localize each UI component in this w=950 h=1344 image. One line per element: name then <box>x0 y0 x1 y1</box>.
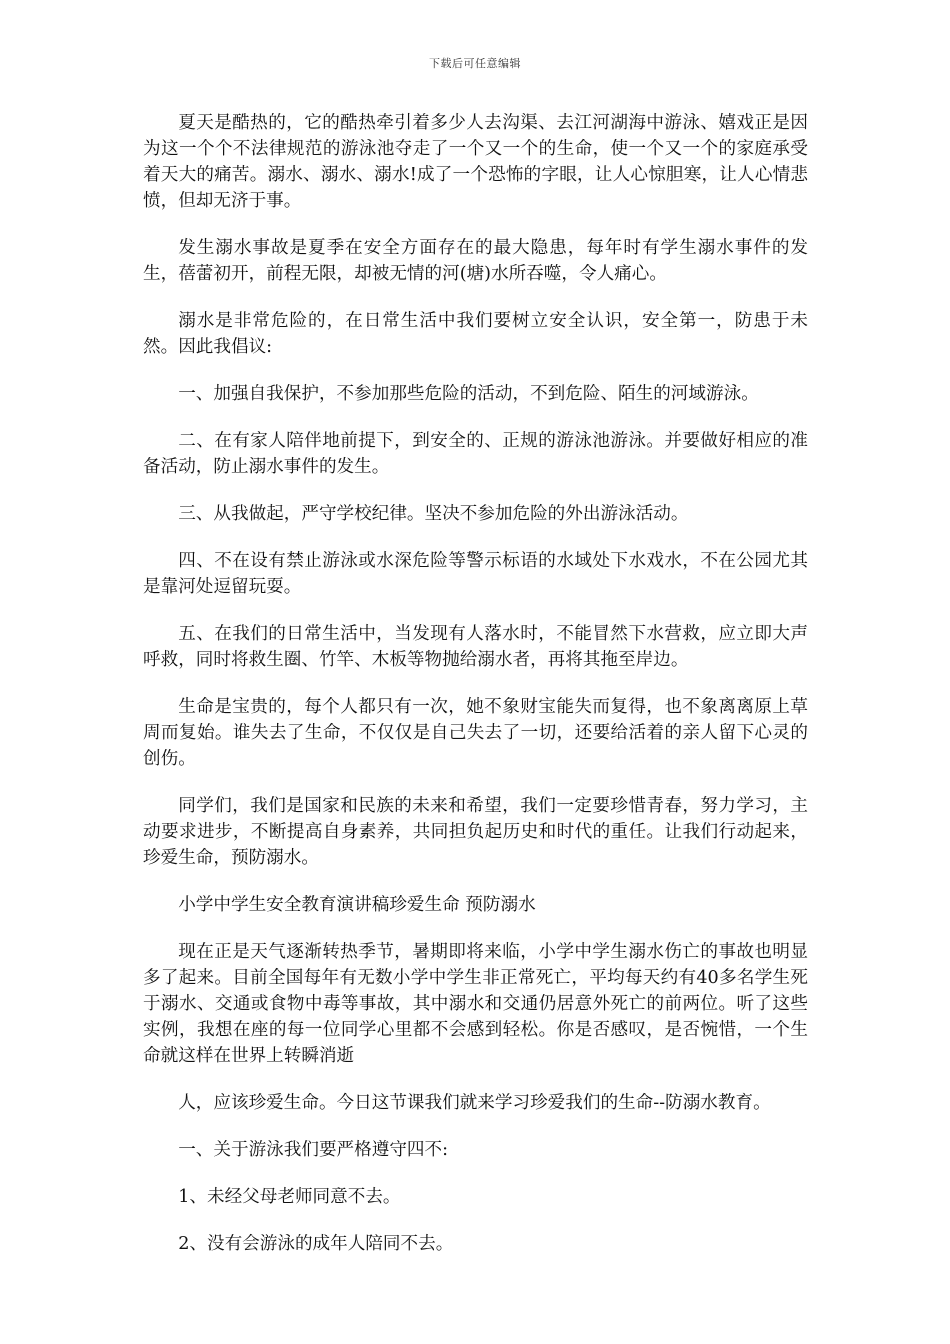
paragraph-hazard: 发生溺水事故是夏季在安全方面存在的最大隐患，每年时有学生溺水事件的发生，蓓蕾初开，前程无限，却被无情的河(塘)水所吞噬，令人痛心。 <box>143 238 808 284</box>
paragraph-life-precious: 生命是宝贵的，每个人都只有一次，她不象财宝能失而复得，也不象离离原上草周而复始。谁失去了生命，不仅仅是自己失去了一切，还要给活着的亲人留下心灵的创伤。 <box>143 697 808 769</box>
paragraph-proposal: 溺水是非常危险的，在日常生活中我们要树立安全认识，安全第一，防患于未然。因此我倡议: <box>143 311 808 357</box>
rule-item-1: 1、未经父母老师同意不去。 <box>178 1187 401 1207</box>
page-header: 下载后可任意编辑 <box>429 57 521 70</box>
document-body <box>143 110 808 1278</box>
proposal-item-3: 三、从我做起，严守学校纪律。坚决不参加危险的外出游泳活动。 <box>178 504 689 524</box>
proposal-item-5: 五、在我们的日常生活中，当发现有人落水时，不能冒然下水营救，应立即大声呼救，同时将救生圈、竹竿、木板等物抛给溺水者，再将其拖至岸边。 <box>143 624 808 670</box>
proposal-item-2: 二、在有家人陪伴地前提下，到安全的、正规的游泳池游泳。并要做好相应的准备活动，防止溺水事件的发生。 <box>143 431 808 477</box>
paragraph-call-to-action: 同学们，我们是国家和民族的未来和希望，我们一定要珍惜青春，努力学习，主动要求进步，不断提高自身素养，共同担负起历史和时代的重任。让我们行动起来，珍爱生命，预防溺水。 <box>143 796 808 868</box>
paragraph-intro: 夏天是酷热的，它的酷热牵引着多少人去沟渠、去江河湖海中游泳、嬉戏正是因为这一个个不法律规范的游泳池夺走了一个又一个的生命，使一个又一个的家庭承受着天大的痛苦。溺水、溺水、溺水!成了一个恐怖的字眼，让人心惊胆寒，让人心情悲愤，但却无济于事。 <box>143 113 808 211</box>
proposal-item-1: 一、加强自我保护，不参加那些危险的活动，不到危险、陌生的河域游泳。 <box>178 384 759 404</box>
proposal-item-4: 四、不在设有禁止游泳或水深危险等警示标语的水域处下水戏水，不在公园尤其是靠河处逗留玩耍。 <box>143 551 808 597</box>
paragraph-cherish-life: 人，应该珍爱生命。今日这节课我们就来学习珍爱我们的生命--防溺水教育。 <box>178 1093 771 1113</box>
rules-heading: 一、关于游泳我们要严格遵守四不: <box>178 1140 449 1160</box>
rule-item-2: 2、没有会游泳的成年人陪同不去。 <box>178 1234 454 1254</box>
paragraph-season: 现在正是天气逐渐转热季节，暑期即将来临，小学中学生溺水伤亡的事故也明显多了起来。目前全国每年有无数小学中学生非正常死亡，平均每天约有40多名学生死于溺水、交通或食物中毒等事故，其中溺水和交通仍居意外死亡的前两位。听了这些实例，我想在座的每一位同学心里都不会感到轻松。你是否感叹，是否惋惜，一个生命就这样在世界上转瞬消逝 <box>143 942 808 1066</box>
section-title: 小学中学生安全教育演讲稿珍爱生命 预防溺水 <box>178 895 536 915</box>
